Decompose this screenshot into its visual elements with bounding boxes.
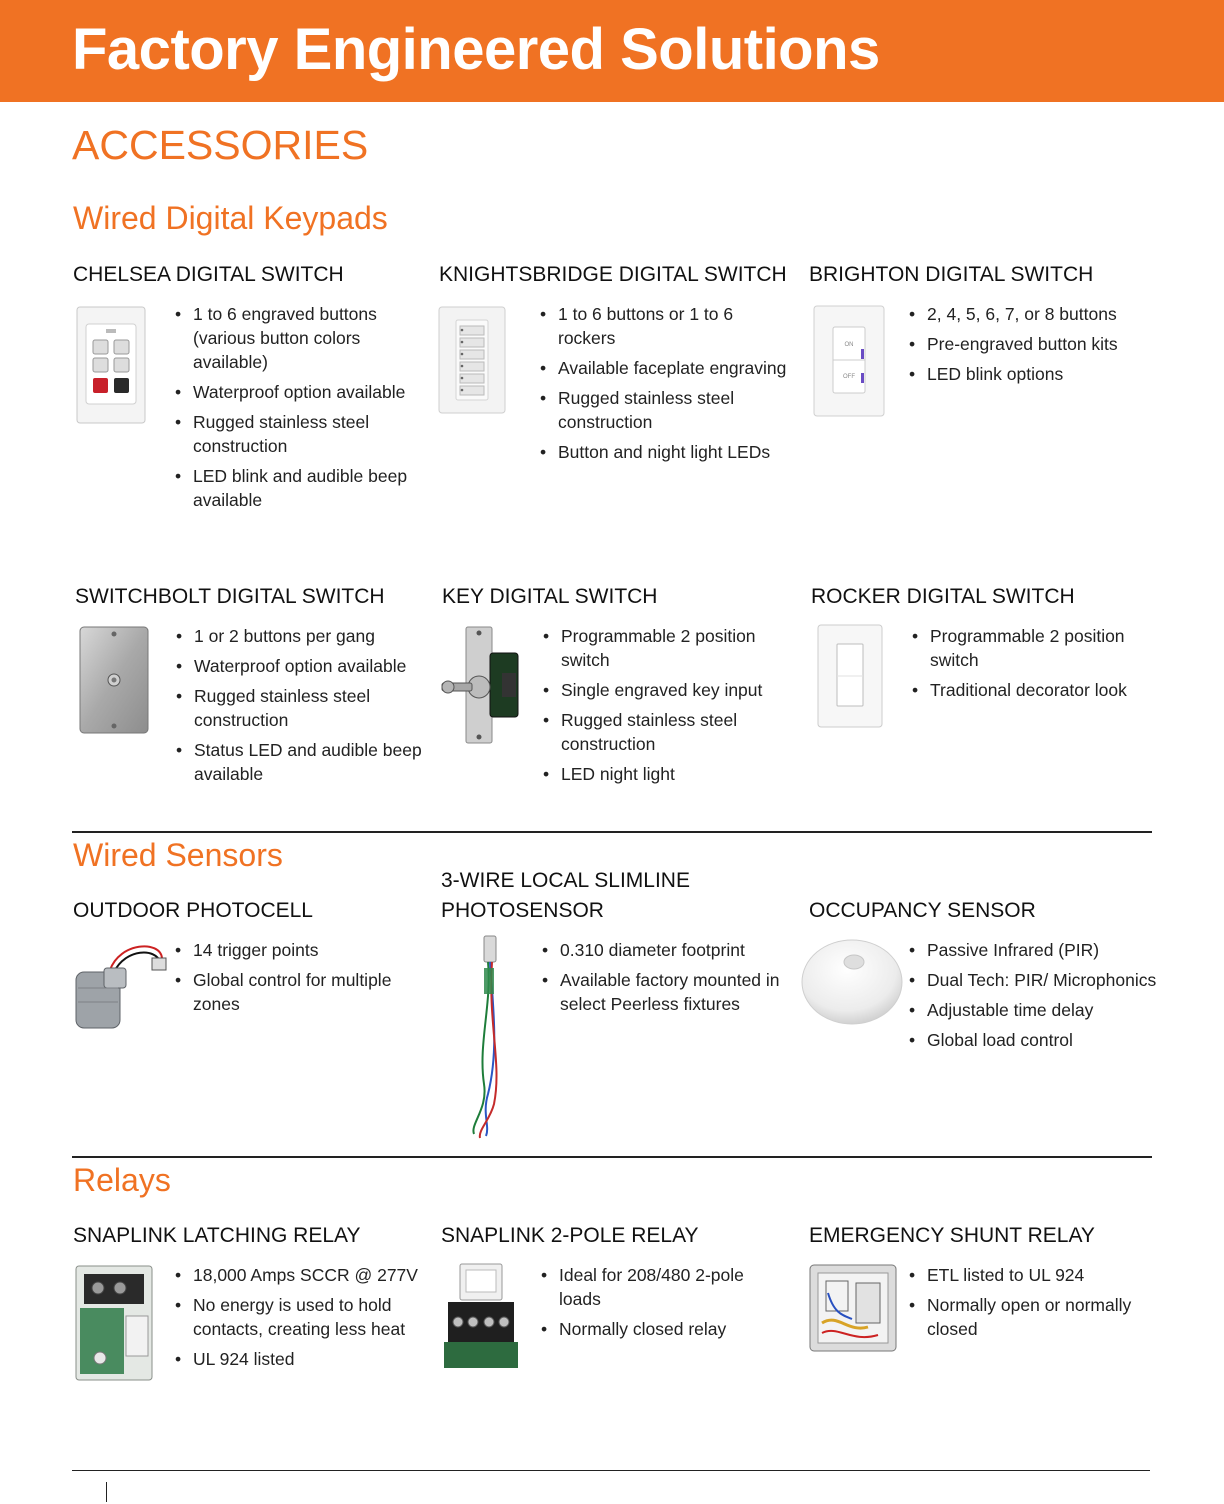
- product-chelsea: [73, 260, 433, 290]
- bullet-item: • 1 to 6 engraved buttons (various button colors available): [173, 302, 413, 374]
- bullet-item: • LED blink options: [907, 362, 1157, 386]
- product-shunt: [809, 1221, 1169, 1251]
- bullet-item: • Dual Tech: PIR/ Microphonics: [907, 968, 1157, 992]
- bullet-item: • Ideal for 208/480 2-pole loads: [539, 1263, 789, 1311]
- brighton-switch-image: [813, 305, 885, 417]
- bullet-item: • 2, 4, 5, 6, 7, or 8 buttons: [907, 302, 1157, 326]
- latching-bullets: [173, 1263, 423, 1377]
- product-title: CHELSEA DIGITAL SWITCH: [73, 263, 344, 286]
- switchbolt-bullets: [174, 624, 424, 792]
- page-heading: ACCESSORIES: [72, 122, 369, 168]
- chelsea-switch-image: [76, 306, 146, 424]
- occupancy-sensor-image: [798, 934, 906, 1026]
- brighton-on-label: ON: [844, 342, 854, 348]
- product-key: [442, 582, 802, 612]
- bullet-item: • Pre-engraved button kits: [907, 332, 1157, 356]
- shunt-relay-image: [808, 1263, 898, 1353]
- key-bullets: [541, 624, 791, 792]
- bullet-item: • Programmable 2 position switch: [910, 624, 1160, 672]
- slimline-photosensor-image: [448, 934, 518, 1140]
- rocker-bullets: [910, 624, 1160, 708]
- bullet-item: • 18,000 Amps SCCR @ 277V: [173, 1263, 423, 1287]
- product-title: OUTDOOR PHOTOCELL: [73, 899, 313, 922]
- product-knightsbridge: [439, 260, 799, 290]
- bullet-item: • Single engraved key input: [541, 678, 791, 702]
- bullet-item: • Global load control: [907, 1028, 1157, 1052]
- footer-tick: [106, 1482, 107, 1502]
- bullet-item: • Traditional decorator look: [910, 678, 1160, 702]
- bullet-item: • 1 or 2 buttons per gang: [174, 624, 424, 648]
- latching-relay-image: [74, 1264, 154, 1382]
- slimline-bullets: [540, 938, 790, 1022]
- bullet-item: • Normally closed relay: [539, 1317, 789, 1341]
- bullet-item: • Rugged stainless steel construction: [174, 684, 424, 732]
- bullet-item: • Available faceplate engraving: [538, 356, 788, 380]
- bullet-item: • Rugged stainless steel construction: [538, 386, 788, 434]
- header-banner: [0, 0, 1224, 102]
- twopole-bullets: [539, 1263, 789, 1347]
- bullet-item: • Passive Infrared (PIR): [907, 938, 1157, 962]
- product-title: KEY DIGITAL SWITCH: [442, 585, 658, 608]
- bullet-item: • Button and night light LEDs: [538, 440, 788, 464]
- bullet-item: • 0.310 diameter footprint: [540, 938, 790, 962]
- shunt-bullets: [907, 1263, 1157, 1347]
- bullet-item: • LED night light: [541, 762, 791, 786]
- bullet-item: • Waterproof option available: [174, 654, 424, 678]
- chelsea-bullets: [173, 302, 413, 518]
- section-divider-sensors: [72, 831, 1152, 833]
- product-photocell: [73, 896, 433, 926]
- occupancy-bullets: [907, 938, 1157, 1058]
- bullet-item: • Status LED and audible beep available: [174, 738, 424, 786]
- product-title: SNAPLINK LATCHING RELAY: [73, 1224, 361, 1247]
- product-title: BRIGHTON DIGITAL SWITCH: [809, 263, 1094, 286]
- bullet-item: • 14 trigger points: [173, 938, 413, 962]
- banner-title: Factory Engineered Solutions: [72, 17, 880, 82]
- photocell-bullets: [173, 938, 413, 1022]
- bullet-item: • Rugged stainless steel construction: [173, 410, 413, 458]
- photocell-image: [70, 940, 170, 1032]
- product-title: SWITCHBOLT DIGITAL SWITCH: [75, 585, 385, 608]
- section-divider-relays: [72, 1156, 1152, 1158]
- key-switch-image: [440, 625, 522, 745]
- bullet-item: • UL 924 listed: [173, 1347, 423, 1371]
- bullet-item: • 1 to 6 buttons or 1 to 6 rockers: [538, 302, 788, 350]
- product-title: ROCKER DIGITAL SWITCH: [811, 585, 1075, 608]
- switchbolt-switch-image: [79, 626, 149, 734]
- bullet-item: • LED blink and audible beep available: [173, 464, 413, 512]
- knightsbridge-switch-image: [438, 306, 506, 414]
- brighton-bullets: [907, 302, 1157, 392]
- product-twopole: [441, 1221, 801, 1251]
- product-slimline: [441, 866, 801, 926]
- product-brighton: [809, 260, 1169, 290]
- product-rocker: [811, 582, 1171, 612]
- bullet-item: • Adjustable time delay: [907, 998, 1157, 1022]
- bullet-item: • Normally open or normally closed: [907, 1293, 1157, 1341]
- product-switchbolt: [75, 582, 435, 612]
- bullet-item: • Waterproof option available: [173, 380, 413, 404]
- brighton-off-label: OFF: [843, 374, 855, 380]
- bullet-item: • ETL listed to UL 924: [907, 1263, 1157, 1287]
- product-title-line1: 3-WIRE LOCAL SLIMLINE: [441, 869, 690, 892]
- product-title: KNIGHTSBRIDGE DIGITAL SWITCH: [439, 263, 787, 286]
- bullet-item: • No energy is used to hold contacts, creating less heat: [173, 1293, 423, 1341]
- bullet-item: • Programmable 2 position switch: [541, 624, 791, 672]
- product-title: SNAPLINK 2-POLE RELAY: [441, 1224, 699, 1247]
- bullet-item: • Global control for multiple zones: [173, 968, 413, 1016]
- product-title: OCCUPANCY SENSOR: [809, 899, 1036, 922]
- section-title-keypads: Wired Digital Keypads: [73, 200, 388, 236]
- section-title-sensors: Wired Sensors: [73, 837, 283, 873]
- bullet-item: • Rugged stainless steel construction: [541, 708, 791, 756]
- knightsbridge-bullets: [538, 302, 788, 470]
- product-title-line2: PHOTOSENSOR: [441, 899, 604, 922]
- footer-rule: [72, 1470, 1150, 1471]
- product-title: EMERGENCY SHUNT RELAY: [809, 1224, 1095, 1247]
- twopole-relay-image: [442, 1262, 520, 1370]
- rocker-switch-image: [817, 624, 883, 728]
- bullet-item: • Available factory mounted in select Peerless fixtures: [540, 968, 790, 1016]
- product-latching: [73, 1221, 433, 1251]
- product-occupancy: [809, 896, 1169, 926]
- section-title-relays: Relays: [73, 1162, 171, 1198]
